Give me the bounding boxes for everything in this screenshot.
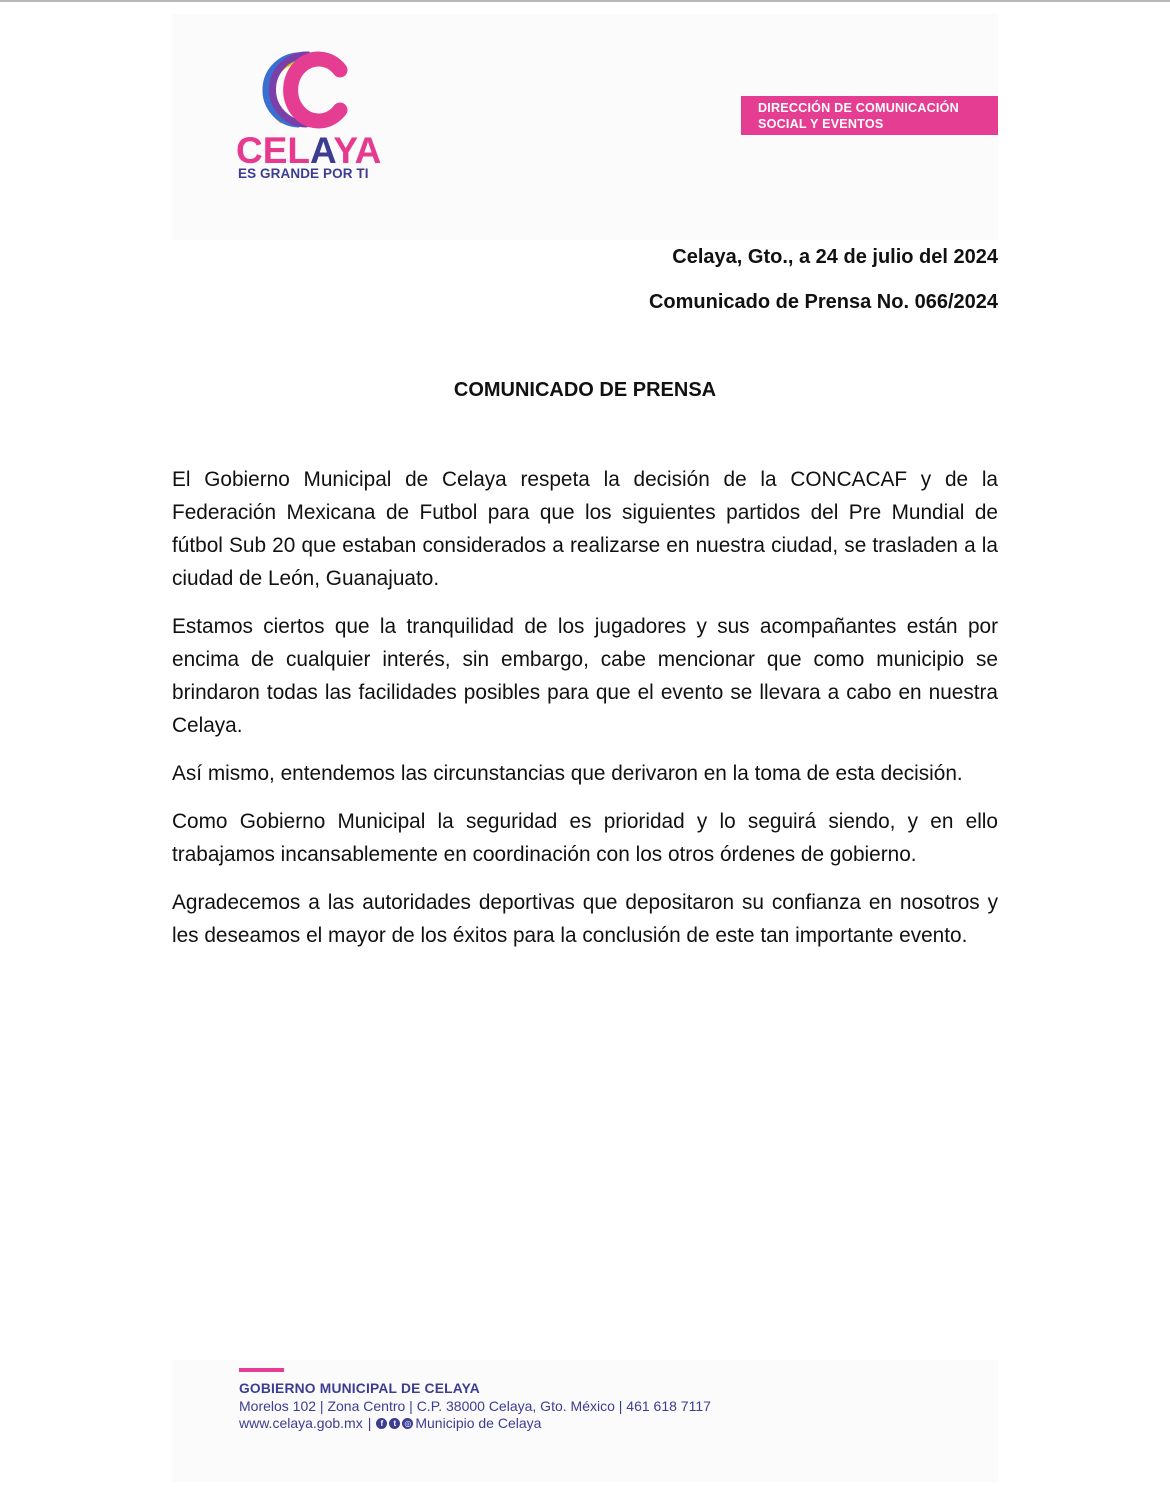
department-line-1: DIRECCIÓN DE COMUNICACIÓN bbox=[758, 101, 959, 115]
footer-address: Morelos 102 | Zona Centro | C.P. 38000 Celaya, Gto. México | 461 618 7117 bbox=[239, 1398, 711, 1414]
facebook-icon[interactable]: f bbox=[376, 1418, 387, 1429]
footer-accent-line bbox=[239, 1368, 284, 1372]
footer-social-handle: Municipio de Celaya bbox=[415, 1415, 542, 1431]
department-badge bbox=[741, 96, 998, 135]
footer-contact-line bbox=[239, 1415, 541, 1431]
celaya-c-mark-icon bbox=[260, 48, 370, 130]
logo-wordmark: CELAYA bbox=[236, 130, 382, 171]
release-date: Celaya, Gto., a 24 de julio del 2024 bbox=[672, 246, 998, 268]
paragraph: Así mismo, entendemos las circunstancias que derivaron en la toma de esta decisión. bbox=[172, 762, 963, 785]
paragraph: El Gobierno Municipal de Celaya respeta la decisión de la CONCACAF y de la Federación Mexicana de Futbol para que los siguientes partidos del Pre Mundial de fútbol Sub 20 que estaban considerados a realizarse en nuestra ciudad, se trasladen a la ciudad de León, Guanajuato. bbox=[172, 468, 998, 590]
top-border bbox=[0, 0, 1170, 2]
footer-separator: | bbox=[367, 1415, 372, 1431]
celaya-logo bbox=[236, 48, 382, 188]
paragraph: Como Gobierno Municipal la seguridad es prioridad y lo seguirá siendo, y en ello trabajamos incansablemente en coordinación con los otros órdenes de gobierno. bbox=[172, 810, 998, 866]
instagram-icon[interactable]: ◎ bbox=[402, 1418, 413, 1429]
document-title: COMUNICADO DE PRENSA bbox=[453, 379, 717, 401]
logo-tagline: ES GRANDE POR TI bbox=[238, 166, 369, 181]
department-line-2: SOCIAL Y EVENTOS bbox=[758, 117, 884, 131]
footer-organization: GOBIERNO MUNICIPAL DE CELAYA bbox=[239, 1381, 480, 1396]
footer-website-link[interactable]: www.celaya.gob.mx bbox=[239, 1415, 363, 1431]
paragraph: Agradecemos a las autoridades deportivas que depositaron su confianza en nosotros y les deseamos el mayor de los éxitos para la conclusión de este tan importante evento. bbox=[172, 891, 998, 947]
twitter-icon[interactable]: t bbox=[389, 1418, 400, 1429]
press-release-body bbox=[172, 463, 998, 967]
paragraph: Estamos ciertos que la tranquilidad de los jugadores y sus acompañantes están por encima de cualquier interés, sin embargo, cabe mencionar que como municipio se brindaron todas las facilidades posibles para que el evento se llevara a cabo en nuestra Celaya. bbox=[172, 615, 998, 737]
release-number: Comunicado de Prensa No. 066/2024 bbox=[648, 291, 998, 313]
